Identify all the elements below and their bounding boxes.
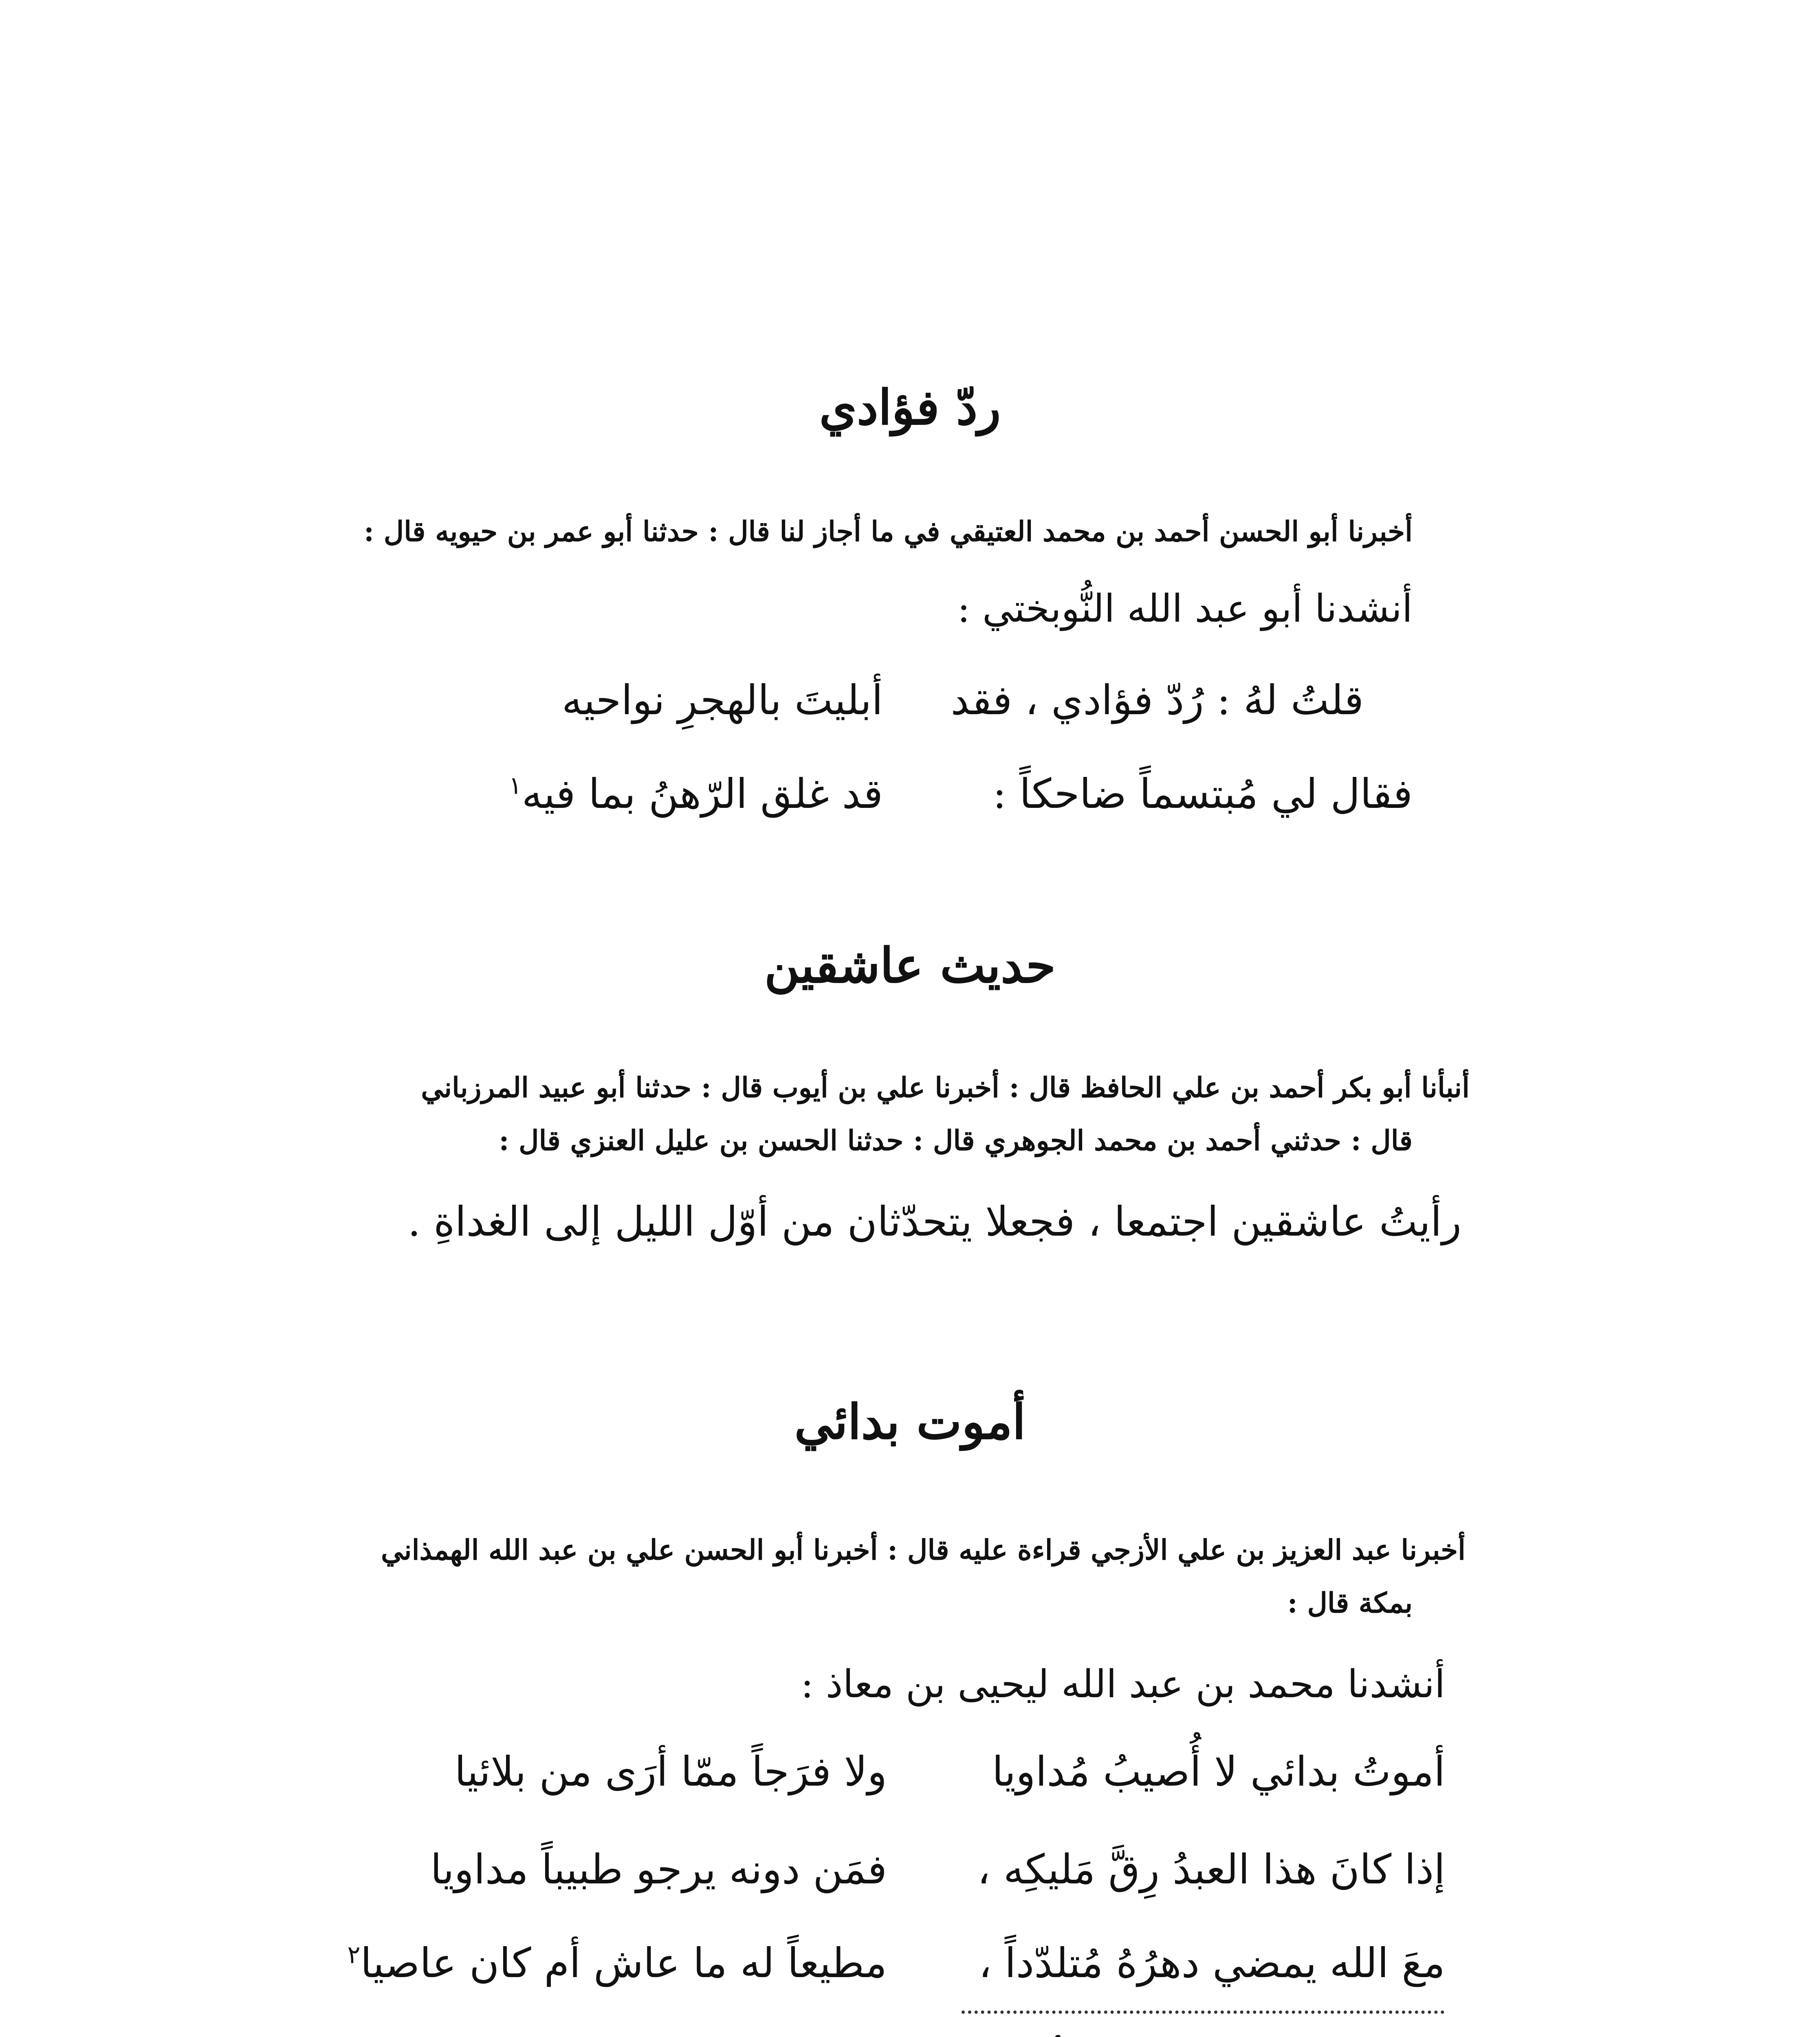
isnad-line: قال : حدثني أحمد بن محمد الجوهري قال : حدثنا الحسن بن عليل العنزي قال : (499, 1124, 1413, 1157)
verse-first-hemistich: أموتُ بدائي لا أُصيبُ مُداويا (992, 1748, 1445, 1795)
verse-second-hemistich: ولا فرَجاً ممّا أرَى من بلائيا (454, 1748, 887, 1795)
footnote-ref: ٢ (347, 1940, 361, 1969)
isnad-line: أخبرنا أبو الحسن أحمد بن محمد العتيقي في ما أجاز لنا قال : حدثنا أبو عمر بن حيويه قال : (363, 515, 1413, 548)
poem-intro: أنشدنا محمد بن عبد الله ليحيى بن معاذ : (801, 1662, 1445, 1707)
verse-first-hemistich: إذا كانَ هذا العبدُ رِقَّ مَليكِه ، (977, 1846, 1445, 1893)
verse-first-hemistich: معَ الله يمضي دهرُهُ مُتلدّداً ، (978, 1939, 1445, 1987)
verse-first-hemistich: قلتُ لهُ : رُدّ فؤادي ، فقد (951, 676, 1364, 724)
isnad-line: أنبأنا أبو بكر أحمد بن علي الحافظ قال : أخبرنا علي بن أيوب قال : حدثنا أبو عبيد المرزباني (421, 1071, 1470, 1104)
isnad-line: أخبرنا عبد العزيز بن علي الأزجي قراءة عليه قال : أخبرنا أبو الحسن علي بن عبد الله الهمذاني (381, 1534, 1466, 1566)
isnad-line: بمكة قال : (1287, 1587, 1413, 1619)
verse-first-hemistich: فقال لي مُبتسماً ضاحكاً : (993, 770, 1413, 818)
verse-second-hemistich: أبليتَ بالهجرِ نواحيه (561, 676, 883, 724)
verse-second-hemistich: قد غلق الرّهنُ بما فيه$^١$ (508, 770, 883, 818)
section-title-radd-fuadi: ردّ فؤادي (819, 379, 1001, 436)
poem-intro: أنشدنا أبو عبد الله النُّوبختي : (957, 587, 1413, 631)
section-title-hadith-ashiqain: حديث عاشقين (764, 937, 1056, 994)
verse-second-hemistich: فمَن دونه يرجو طبيباً مداويا (430, 1846, 887, 1893)
footnote-ref: ١ (508, 771, 522, 800)
verse-second-hemistich: مطيعاً له ما عاش أم كان عاصيا$^٢$ (347, 1939, 887, 1987)
section-title-amut-bidai: أموت بدائي (794, 1393, 1026, 1450)
footnote-separator (962, 2011, 1444, 2014)
anecdote-text: رأيتُ عاشقين اجتمعا ، فجعلا يتحدّثان من أوّل الليل إلى الغداةِ . (407, 1198, 1461, 1245)
